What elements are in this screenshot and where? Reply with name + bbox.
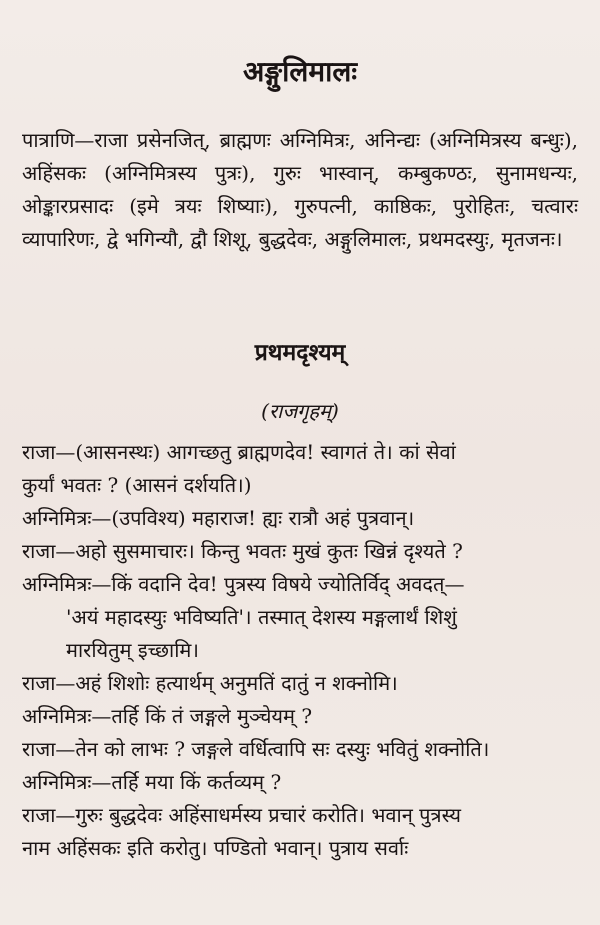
dialogue-line: राजा—गुरुः बुद्धदेवः अहिंसाधर्मस्य प्रचारं करोति। भवान् पुत्रस्य [22,803,461,827]
dialogue-line: राजा—(आसनस्थः) आगच्छतु ब्राह्मणदेव! स्वागतं ते। कां सेवां [22,440,456,464]
dialogue-line: अग्निमित्रः—(उपविश्य) महाराज! ह्यः रात्रौ अहं पुत्रवान्। [22,506,415,530]
dialogue [22,436,578,865]
cast-label: पात्राणि [22,128,75,152]
dialogue-line: राजा—तेन को लाभः ? जङ्गले वर्धित्वापि सः दस्युः भवितुं शक्नोति। [22,737,490,761]
dialogue-line: मारयितुम् इच्छामि। [66,638,199,662]
dialogue-line: अग्निमित्रः—तर्हि किं तं जङ्गले मुञ्चेयम् ? [22,704,313,728]
cast-list [22,124,578,256]
dialogue-line: अग्निमित्रः—तर्हि मया किं कर्तव्यम् ? [22,770,282,794]
dialogue-line: 'अयं महादस्युः भविष्यति'। तस्मात् देशस्य मङ्गलार्थं शिशुं [66,605,457,629]
cast-text: —राजा प्रसेनजित्, ब्राह्मणः अग्निमित्रः, अनिन्द्यः (अग्निमित्रस्य बन्धुः), अहिंसकः (अग्निमित्रस्य पुत्रः), गुरुः भास्वान्, कम्बुकण्ठः, सुनामधन्यः, ओङ्कारप्रसादः (इमे त्रयः शिष्याः), गुरुपत्नी, काष्ठिकः, पुरोहितः, चत्वारः व्यापारिणः, द्वे भगिन्यौ, द्वौ शिशू, बुद्धदेवः, अङ्गुलिमालः, प्रथमदस्युः, मृतजनः। [22,128,578,251]
dialogue-line: अग्निमित्रः—किं वदानि देव! पुत्रस्य विषये ज्योतिर्विद् अवदत्— [22,572,465,596]
dialogue-line: नाम अहिंसकः इति करोतु। पण्डितो भवान्। पुत्राय सर्वाः [22,836,409,860]
scene-place: (राजगृहम्) [261,399,339,423]
scene-heading: प्रथमदृश्यम् [254,339,346,366]
play-title: अङ्गुलिमालः [243,55,357,88]
dialogue-line: राजा—अहं शिशोः हत्यार्थम् अनुमतिं दातुं न शक्नोमि। [22,671,398,695]
dialogue-line: राजा—अहो सुसमाचारः। किन्तु भवतः मुखं कुतः खिन्नं दृश्यते ? [22,539,463,563]
dialogue-line: कुर्यां भवतः ? (आसनं दर्शयति।) [22,473,252,497]
